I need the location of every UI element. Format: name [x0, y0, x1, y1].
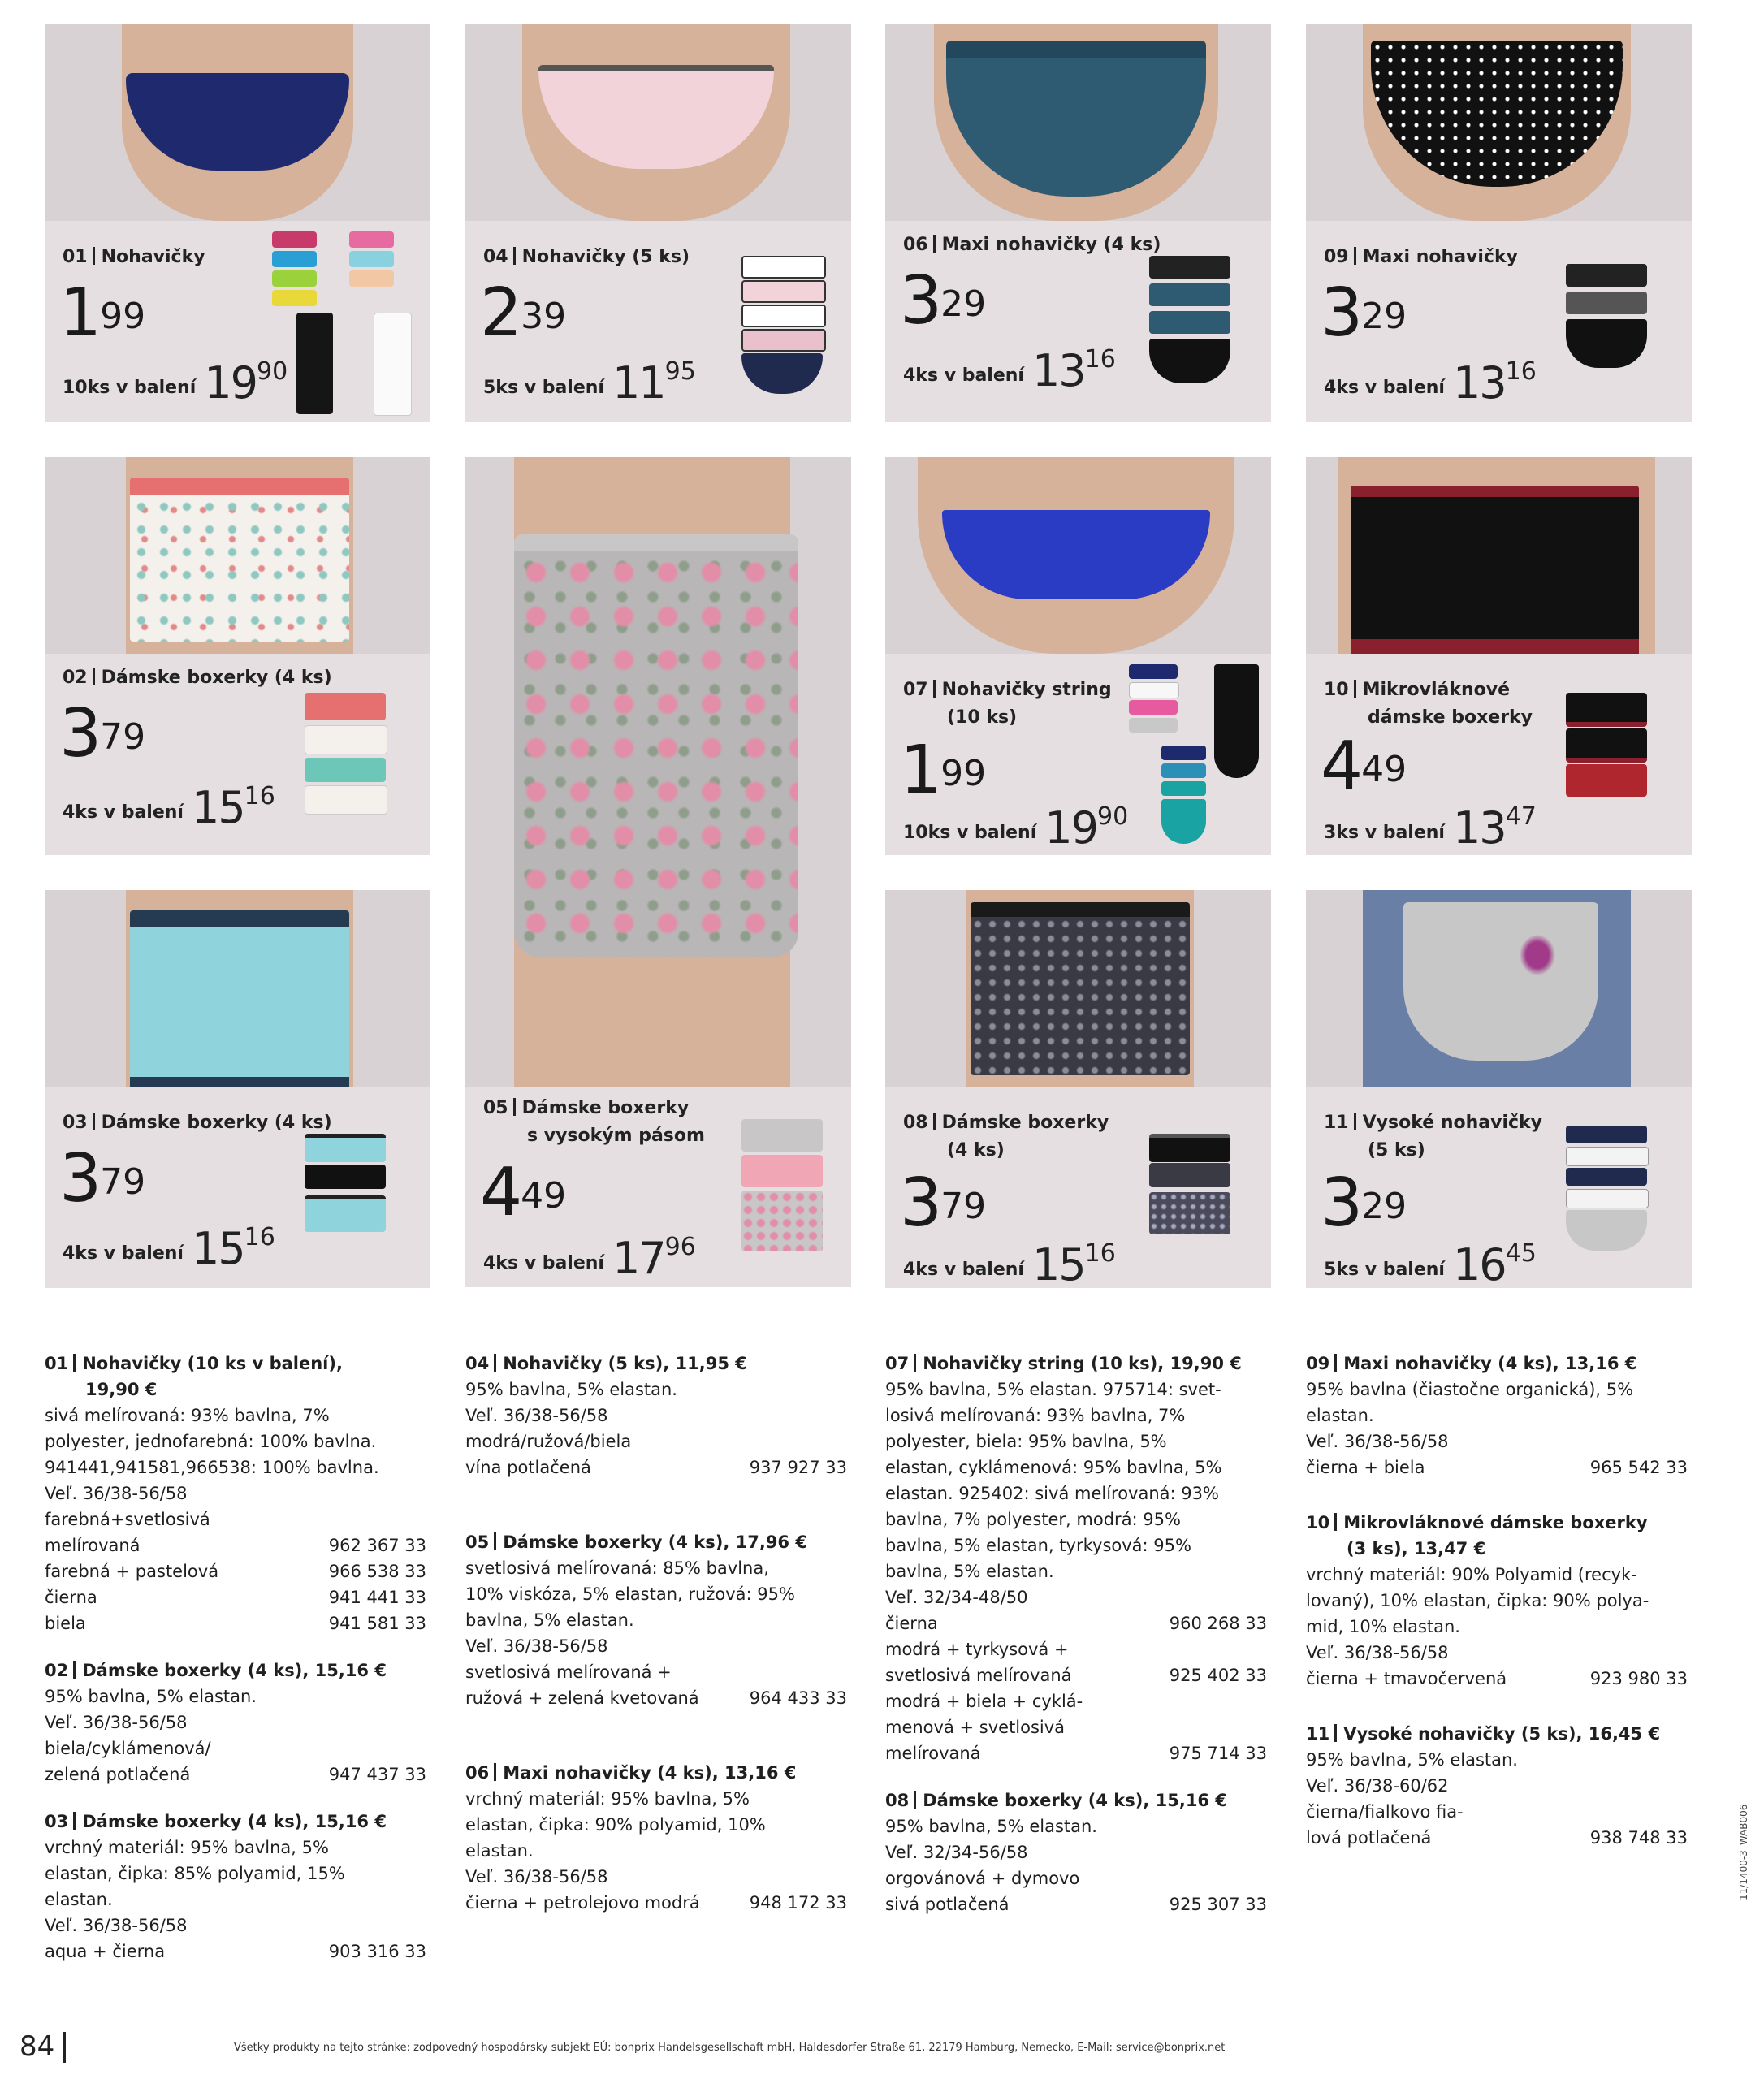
pack-thumbnails	[741, 1119, 831, 1257]
pack-thumbnails	[305, 1134, 394, 1235]
pack-price: 4ks v balení $15^{16}$	[63, 1223, 275, 1274]
pack-price: 4ks v balení $15^{16}$	[903, 1239, 1116, 1288]
pack-price: 4ks v balení $17^{96}$	[483, 1233, 696, 1284]
pack-price: 4ks v balení $13^{16}$	[1324, 357, 1537, 408]
description-column-2	[465, 1351, 847, 1937]
price: $4^{49}$	[1321, 728, 1407, 805]
product-photo	[885, 890, 1271, 1087]
page-number: 84	[19, 2030, 55, 2063]
product-tile-04[interactable]: 04 Nohavičky (5 ks) $2^{39}$ 5ks v balení $11^{95}$	[465, 24, 851, 422]
price: $3^{29}$	[900, 262, 987, 339]
price: $4^{49}$	[480, 1154, 567, 1231]
catalog-code: 11/1400-3_WAB006	[1738, 1804, 1749, 1900]
description-04: 04 Nohavičky (5 ks), 11,95 € 95% bavlna, 5% elastan. Veľ. 36/38-56/58 modrá/ružová/biela vína potlačená 937 927 33	[465, 1354, 847, 1477]
description-column-1	[45, 1351, 426, 1986]
product-tile-11[interactable]: 11 Vysoké nohavičky (5 ks) $3^{29}$ 5ks v balení $16^{45}$	[1306, 890, 1692, 1288]
product-tile-07[interactable]: 07 Nohavičky string (10 ks) $1^{99}$ 10ks v balení $19^{90}$	[885, 457, 1271, 855]
legal-footer: Všetky produkty na tejto stránke: zodpovedný hospodársky subjekt EÚ: bonprix Handelsgesellschaft mbH, Haldesdorfer Straße 61, 22179 Hamburg, Nemecko, E-Mail: service@bonprix.net	[234, 2042, 1226, 2054]
product-tile-08[interactable]: 08 Dámske boxerky (4 ks) $3^{79}$ 4ks v balení $15^{16}$	[885, 890, 1271, 1288]
product-tile-01[interactable]: 01 Nohavičky $1^{99}$ 10ks v balení $19^{90}$	[45, 24, 430, 422]
product-tile-03[interactable]: 03 Dámske boxerky (4 ks) $3^{79}$ 4ks v balení $15^{16}$	[45, 890, 430, 1288]
price: $3^{79}$	[59, 1140, 146, 1217]
description-03: 03 Dámske boxerky (4 ks), 15,16 € vrchný materiál: 95% bavlna, 5% elastan, čipka: 85% polyamid, 15% elastan. Veľ. 36/38-56/58 aqua + čierna 903 316 33	[45, 1812, 426, 1961]
price: $2^{39}$	[480, 274, 567, 352]
pack-price: 3ks v balení $13^{47}$	[1324, 802, 1537, 854]
garment-shape	[1403, 902, 1598, 1061]
garment-shape	[971, 902, 1190, 1075]
product-photo	[465, 457, 851, 1087]
product-photo	[885, 24, 1271, 221]
pack-thumbnails	[741, 256, 831, 402]
garment-shape	[130, 478, 349, 642]
pack-thumbnails	[1149, 1134, 1239, 1239]
product-photo	[465, 24, 851, 221]
price: $3^{29}$	[1321, 274, 1407, 352]
pack-price: 5ks v balení $16^{45}$	[1324, 1239, 1537, 1288]
description-08: 08 Dámske boxerky (4 ks), 15,16 € 95% bavlna, 5% elastan. Veľ. 32/34-56/58 orgovánová + dymovo sivá potlačená 925 307 33	[885, 1791, 1267, 1914]
price: $3^{79}$	[900, 1165, 987, 1242]
price: $1^{99}$	[59, 274, 146, 352]
description-11: 11 Vysoké nohavičky (5 ks), 16,45 € 95% bavlna, 5% elastan. Veľ. 36/38-60/62 čierna/fialkovo fia- lová potlačená 938 748 33	[1306, 1724, 1688, 1848]
price: $3^{79}$	[59, 695, 146, 772]
pack-price: 4ks v balení $13^{16}$	[903, 345, 1116, 396]
description-10: 10 Mikrovláknové dámske boxerky (3 ks), 13,47 € vrchný materiál: 90% Polyamid (recyk- lovaný), 10% elastan, čipka: 90% polya- mid, 10% elastan. Veľ. 36/38-56/58 čierna + tmavočervená 923 980 33	[1306, 1513, 1688, 1688]
description-column-4	[1306, 1351, 1688, 1872]
description-09: 09 Maxi nohavičky (4 ks), 13,16 € 95% bavlna (čiastočne organická), 5% elastan. Veľ. 36/38-56/58 čierna + biela 965 542 33	[1306, 1354, 1688, 1477]
product-photo	[45, 457, 430, 654]
product-tile-09[interactable]: 09 Maxi nohavičky $3^{29}$ 4ks v balení $13^{16}$	[1306, 24, 1692, 422]
price: $3^{29}$	[1321, 1165, 1407, 1242]
garment-shape	[514, 534, 798, 957]
product-tile-06[interactable]: 06 Maxi nohavičky (4 ks) $3^{29}$ 4ks v balení $13^{16}$	[885, 24, 1271, 422]
pack-thumbnails	[1149, 256, 1239, 386]
description-05: 05 Dámske boxerky (4 ks), 17,96 € svetlosivá melírovaná: 85% bavlna, 10% viskóza, 5% elastan, ružová: 95% bavlna, 5% elastan. Veľ. 36/38-56/58 svetlosivá melírovaná + ružová + zelená kvetovaná 964 433 33	[465, 1532, 847, 1708]
product-photo	[45, 24, 430, 221]
product-photo	[1306, 890, 1692, 1087]
garment-shape	[942, 510, 1210, 599]
pack-price: 4ks v balení $15^{16}$	[63, 782, 275, 833]
price: $1^{99}$	[900, 732, 987, 809]
pack-price: 10ks v balení $19^{90}$	[903, 802, 1129, 854]
pack-thumbnails	[1566, 1126, 1655, 1256]
pack-price: 5ks v balení $11^{95}$	[483, 357, 696, 408]
pack-thumbnails	[1566, 693, 1655, 798]
pack-thumbnails	[1129, 664, 1267, 855]
pack-thumbnails	[272, 231, 422, 418]
description-02: 02 Dámske boxerky (4 ks), 15,16 € 95% bavlna, 5% elastan. Veľ. 36/38-56/58 biela/cyklámenová/ zelená potlačená 947 437 33	[45, 1661, 426, 1784]
product-photo	[45, 890, 430, 1087]
pack-price: 10ks v balení $19^{90}$	[63, 357, 288, 408]
description-07: 07 Nohavičky string (10 ks), 19,90 € 95% bavlna, 5% elastan. 975714: svet- losivá melírovaná: 93% bavlna, 7% polyester, biela: 95% bavlna, 5% elastan, cyklámenová: 95% bavlna, 5% elastan. 925402: sivá melírovaná: 93% bavlna, 7% polyester, modrá: 95% bavlna, 5% elastan, tyrkysová: 95% bavlna, 5% elastan. Veľ. 32/34-48/50 čierna 960 268 33 modrá + tyrkysová + svetlosivá melírovaná 925 402 33 modrá + biela + cyklá- menová + svetlosivá melírovaná 975 714 33	[885, 1354, 1267, 1763]
garment-shape	[130, 910, 349, 1087]
product-photo	[1306, 24, 1692, 221]
description-06: 06 Maxi nohavičky (4 ks), 13,16 € vrchný materiál: 95% bavlna, 5% elastan, čipka: 90% polyamid, 10% elastan. Veľ. 36/38-56/58 čierna + petrolejovo modrá 948 172 33	[465, 1763, 847, 1913]
page-number-divider	[63, 2032, 66, 2063]
garment-shape	[1351, 486, 1639, 654]
product-tile-05[interactable]: 05 Dámske boxerky s vysokým pásom $4^{49}$ 4ks v balení $17^{96}$	[465, 457, 851, 1287]
product-tile-02[interactable]: 02 Dámske boxerky (4 ks) $3^{79}$ 4ks v balení $15^{16}$	[45, 457, 430, 855]
pack-thumbnails	[1566, 264, 1655, 378]
product-photo	[885, 457, 1271, 654]
description-01: 01 Nohavičky (10 ks v balení), 19,90 € sivá melírovaná: 93% bavlna, 7% polyester, jednofarebná: 100% bavlna. 941441,941581,966538: 100% bavlna. Veľ. 36/38-56/58 farebná+svetlosivá melírovaná 962 367 33 farebná + pastelová 966 538 33 čierna 941 441 33 biela 941 581 33	[45, 1354, 426, 1633]
product-photo	[1306, 457, 1692, 654]
product-tile-10[interactable]: 10 Mikrovláknové dámske boxerky $4^{49}$ 3ks v balení $13^{47}$	[1306, 457, 1692, 855]
pack-thumbnails	[305, 693, 394, 815]
description-column-3	[885, 1351, 1267, 1939]
